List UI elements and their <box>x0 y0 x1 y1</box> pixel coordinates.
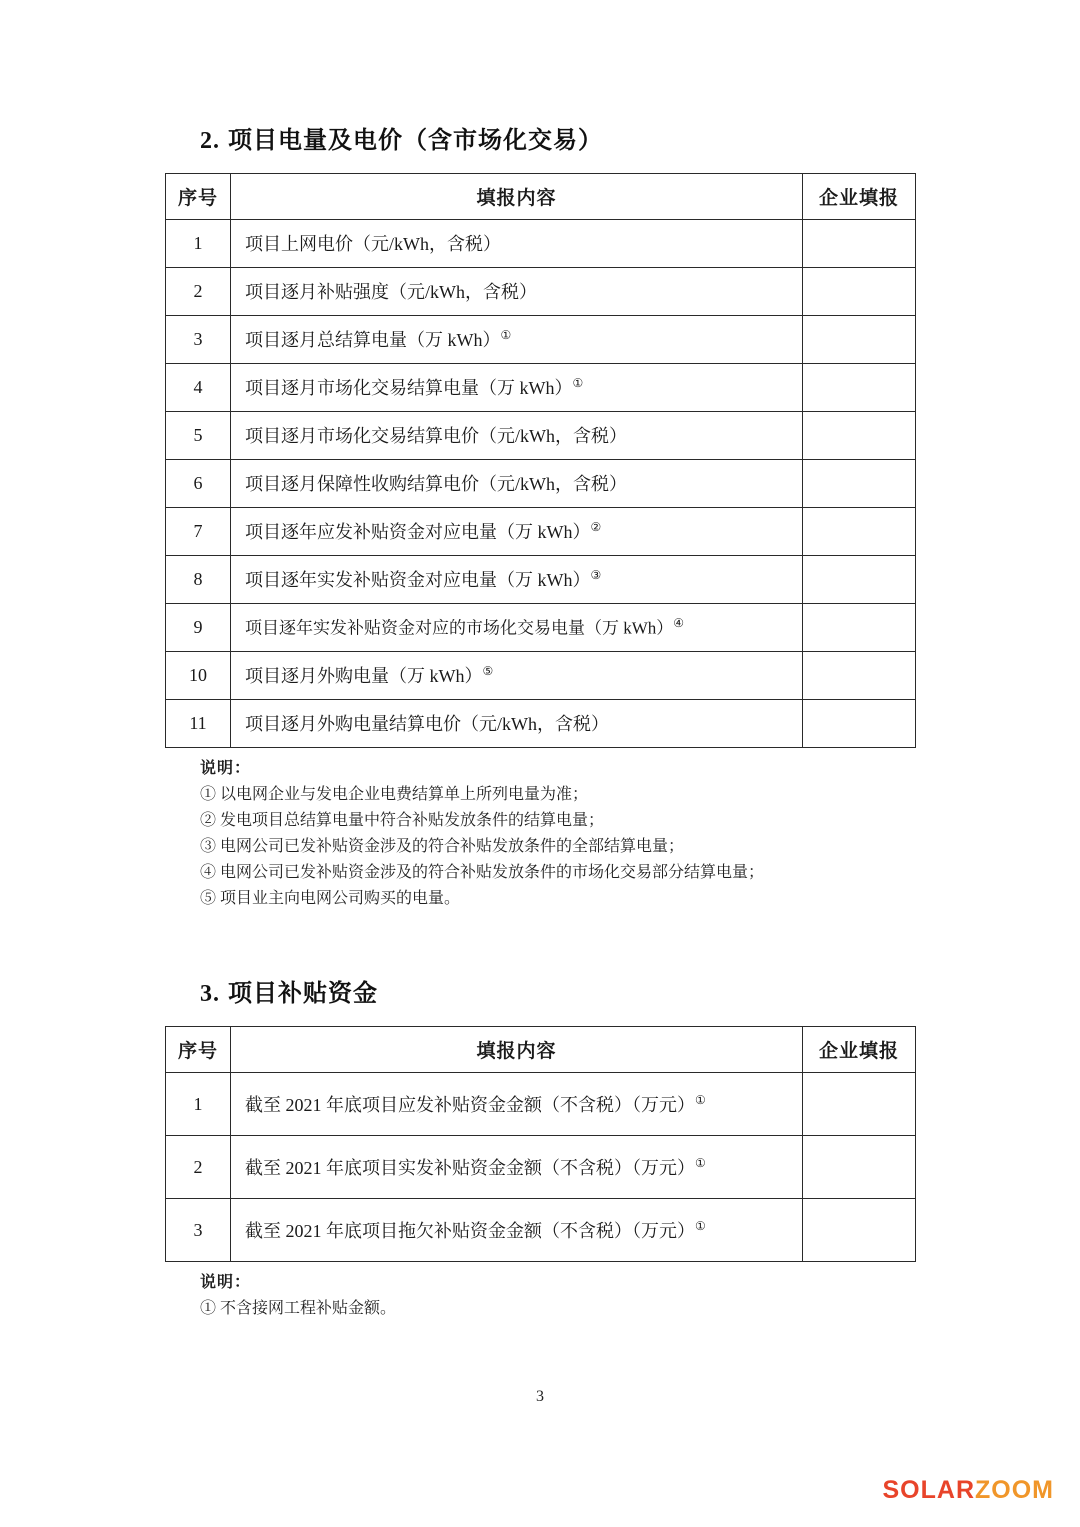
row-content-text: 项目上网电价（元/kWh，含税） <box>245 233 501 254</box>
row-fill-cell[interactable] <box>803 460 916 508</box>
row-content-text: 项目逐月补贴强度（元/kWh，含税） <box>245 281 537 302</box>
column-header-fill: 企业填报 <box>803 1027 916 1073</box>
table-row <box>166 1199 916 1262</box>
row-content-text: 项目逐年应发补贴资金对应电量（万 kWh） <box>245 521 591 542</box>
table-row <box>166 652 916 700</box>
section-2-heading <box>200 120 915 155</box>
table-row <box>166 412 916 460</box>
row-no: 11 <box>166 700 231 748</box>
row-footnote-mark: ⑤ <box>482 663 494 678</box>
table-row <box>166 700 916 748</box>
row-no: 2 <box>166 268 231 316</box>
table-row <box>166 460 916 508</box>
note-item: ① 不含接网工程补贴金额。 <box>200 1300 397 1318</box>
watermark-part-solar: SOLAR <box>882 1476 975 1504</box>
row-content <box>231 268 803 316</box>
section-2-title: 项目电量及电价（含市场化交易） <box>228 128 603 154</box>
row-content <box>231 556 803 604</box>
table-row <box>166 220 916 268</box>
row-content-text: 项目逐年实发补贴资金对应的市场化交易电量（万 kWh） <box>245 618 674 638</box>
row-footnote-mark: ① <box>695 1155 706 1170</box>
row-content <box>231 412 803 460</box>
row-no: 3 <box>166 316 231 364</box>
table-row <box>166 316 916 364</box>
row-content <box>231 1073 803 1136</box>
row-footnote-mark: ② <box>590 519 602 534</box>
page-content <box>165 120 915 1322</box>
row-fill-cell[interactable] <box>803 1136 916 1199</box>
row-fill-cell[interactable] <box>803 1199 916 1262</box>
row-content-text: 项目逐月保障性收购结算电价（元/kWh，含税） <box>245 473 627 494</box>
row-no: 1 <box>166 220 231 268</box>
table-row <box>166 268 916 316</box>
section-2-table <box>165 173 916 748</box>
row-no: 7 <box>166 508 231 556</box>
row-no: 9 <box>166 604 231 652</box>
row-fill-cell[interactable] <box>803 652 916 700</box>
row-content <box>231 364 803 412</box>
row-fill-cell[interactable] <box>803 700 916 748</box>
row-no: 8 <box>166 556 231 604</box>
table-header-row <box>166 1027 916 1073</box>
row-content <box>231 1199 803 1262</box>
row-content <box>231 220 803 268</box>
row-content <box>231 652 803 700</box>
row-content <box>231 1136 803 1199</box>
section-2-number: 2. <box>200 128 220 154</box>
note-item: ④ 电网公司已发补贴资金涉及的符合补贴发放条件的市场化交易部分结算电量； <box>200 863 765 881</box>
row-content-text: 截至 2021 年底项目拖欠补贴资金金额（不含税）（万元） <box>245 1220 695 1241</box>
row-no: 1 <box>166 1073 231 1136</box>
row-fill-cell[interactable] <box>803 364 916 412</box>
row-fill-cell[interactable] <box>803 268 916 316</box>
section-spacer <box>165 911 915 973</box>
row-footnote-mark: ④ <box>673 615 685 630</box>
table-row <box>166 1073 916 1136</box>
table-row <box>166 508 916 556</box>
row-no: 2 <box>166 1136 231 1199</box>
row-fill-cell[interactable] <box>803 220 916 268</box>
table-row <box>166 556 916 604</box>
row-content-text: 项目逐月外购电量结算电价（元/kWh，含税） <box>245 713 609 734</box>
row-content-text: 项目逐月总结算电量（万 kWh） <box>245 329 501 350</box>
row-no: 5 <box>166 412 231 460</box>
column-header-content: 填报内容 <box>231 1027 803 1073</box>
row-content <box>231 604 803 652</box>
table-row <box>166 364 916 412</box>
note-item: ③ 电网公司已发补贴资金涉及的符合补贴发放条件的全部结算电量； <box>200 837 685 855</box>
row-content <box>231 700 803 748</box>
table-row <box>166 1136 916 1199</box>
row-no: 4 <box>166 364 231 412</box>
row-content-text: 项目逐月外购电量（万 kWh） <box>245 665 483 686</box>
note-item: ① 以电网企业与发电企业电费结算单上所列电量为准； <box>200 785 589 803</box>
row-content-text: 项目逐月市场化交易结算电价（元/kWh，含税） <box>245 425 627 446</box>
row-content <box>231 316 803 364</box>
row-no: 10 <box>166 652 231 700</box>
row-content <box>231 508 803 556</box>
column-header-no: 序号 <box>166 1027 231 1073</box>
row-footnote-mark: ① <box>695 1218 706 1233</box>
section-3-notes <box>200 1270 915 1322</box>
note-item: ⑤ 项目业主向电网公司购买的电量。 <box>200 889 461 907</box>
row-footnote-mark: ③ <box>590 567 602 582</box>
section-3-title: 项目补贴资金 <box>228 981 378 1008</box>
row-content-text: 截至 2021 年底项目应发补贴资金金额（不含税）（万元） <box>245 1094 695 1115</box>
row-content <box>231 460 803 508</box>
notes-title: 说明： <box>200 760 252 777</box>
row-content-text: 项目逐月市场化交易结算电量（万 kWh） <box>245 377 573 398</box>
section-2-notes <box>200 756 915 911</box>
row-footnote-mark: ① <box>500 327 512 342</box>
notes-title: 说明： <box>200 1274 252 1292</box>
row-footnote-mark: ① <box>572 375 584 390</box>
row-fill-cell[interactable] <box>803 556 916 604</box>
row-content-text: 截至 2021 年底项目实发补贴资金金额（不含税）（万元） <box>245 1157 695 1178</box>
row-fill-cell[interactable] <box>803 604 916 652</box>
watermark-part-zoom: ZOOM <box>975 1476 1054 1504</box>
table-header-row <box>166 174 916 220</box>
row-footnote-mark: ① <box>695 1092 706 1107</box>
column-header-content: 填报内容 <box>231 174 803 220</box>
row-fill-cell[interactable] <box>803 316 916 364</box>
table-row <box>166 604 916 652</box>
section-3-table <box>165 1026 916 1262</box>
section-3-number: 3. <box>200 981 220 1008</box>
page-number: 3 <box>536 1388 544 1405</box>
column-header-no: 序号 <box>166 174 231 220</box>
row-fill-cell[interactable] <box>803 1073 916 1136</box>
row-no: 6 <box>166 460 231 508</box>
row-fill-cell[interactable] <box>803 508 916 556</box>
section-3-heading <box>200 973 915 1008</box>
row-fill-cell[interactable] <box>803 412 916 460</box>
column-header-fill: 企业填报 <box>803 174 916 220</box>
note-item: ② 发电项目总结算电量中符合补贴发放条件的结算电量； <box>200 811 605 829</box>
solarzoom-watermark <box>883 1476 1055 1505</box>
row-no: 3 <box>166 1199 231 1262</box>
row-content-text: 项目逐年实发补贴资金对应电量（万 kWh） <box>245 569 591 590</box>
